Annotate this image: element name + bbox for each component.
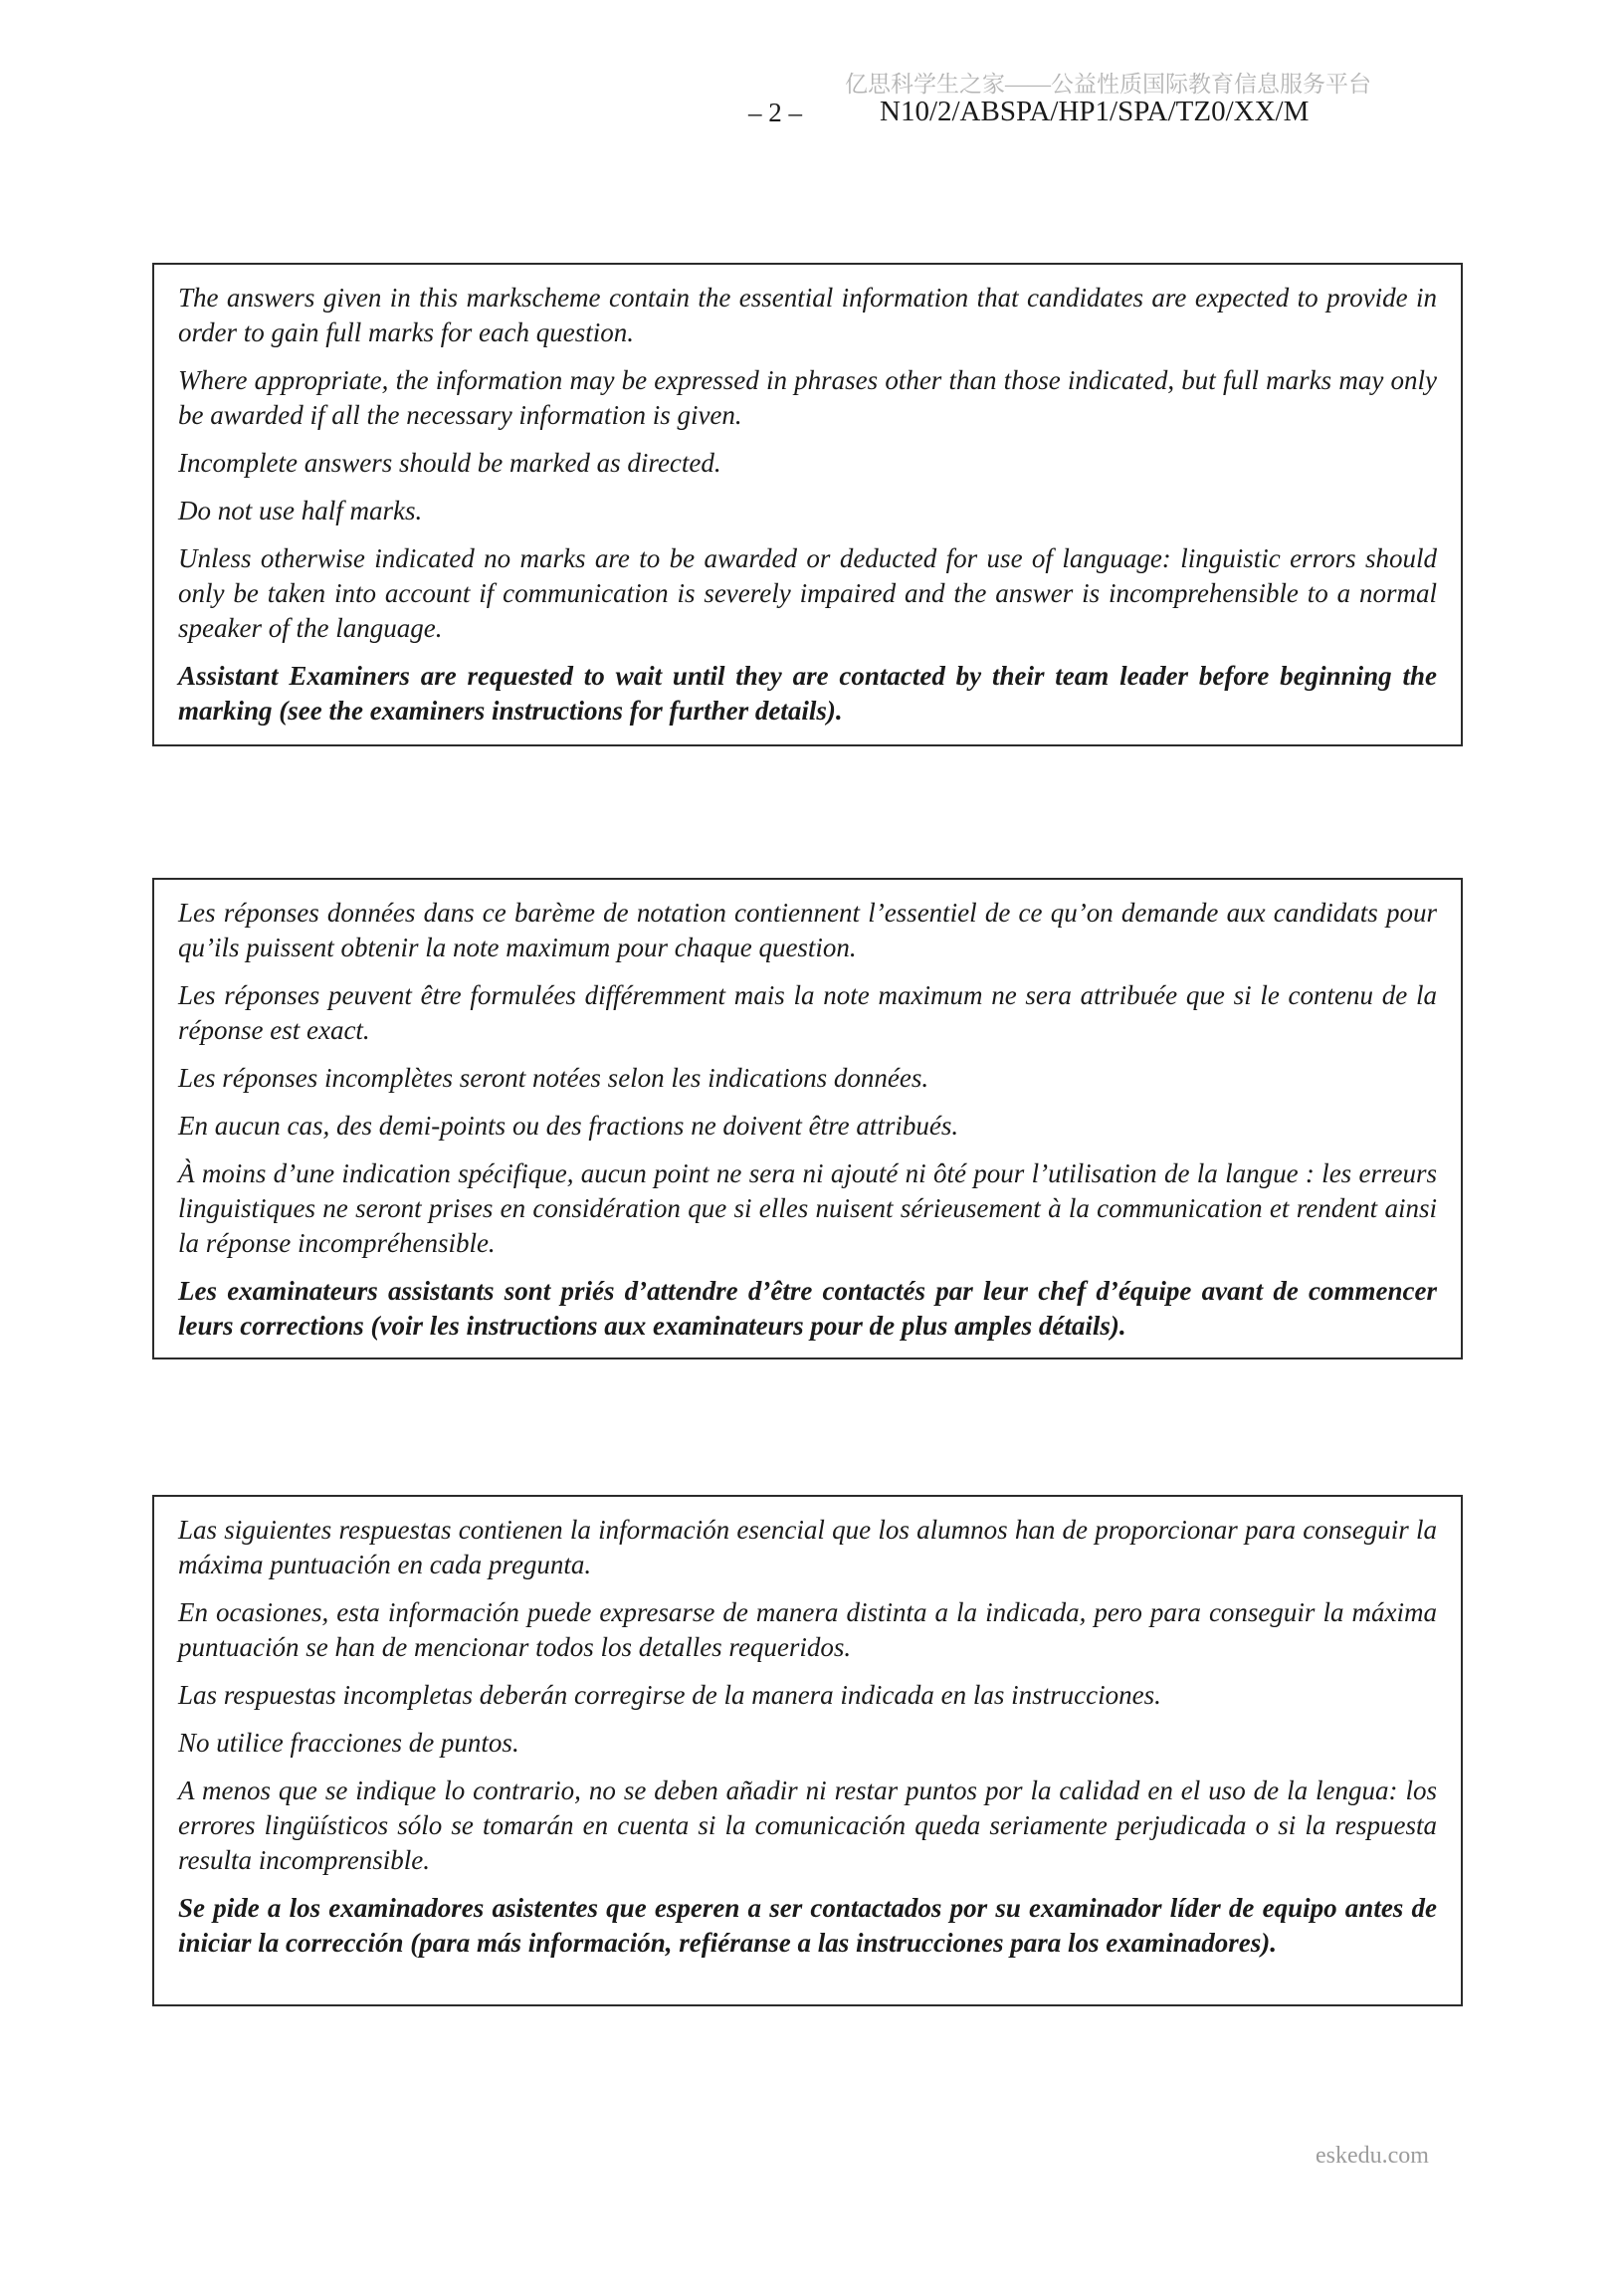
markscheme-notes-box-english bbox=[152, 263, 1463, 746]
french-paragraph-2: Les réponses peuvent être formulées différemment mais la note maximum ne sera attribuée que si le contenu de la réponse est exact. bbox=[178, 980, 1437, 1045]
paper-code: N10/2/ABSPA/HP1/SPA/TZ0/XX/M bbox=[880, 96, 1310, 127]
spanish-paragraph-1: Las siguientes respuestas contienen la información esencial que los alumnos han de proporcionar para conseguir la máxima puntuación en cada pregunta. bbox=[178, 1515, 1437, 1579]
english-paragraph-4: Do not use half marks. bbox=[178, 496, 423, 525]
english-paragraph-2: Where appropriate, the information may be expressed in phrases other than those indicated, but full marks may only be awarded if all the necessary information is given. bbox=[178, 365, 1437, 430]
french-paragraph-3: Les réponses incomplètes seront notées selon les indications données. bbox=[178, 1063, 929, 1093]
header-watermark-text: 亿思科学生之家——公益性质国际教育信息服务平台 bbox=[845, 72, 1371, 97]
spanish-paragraph-5: A menos que se indique lo contrario, no se deben añadir ni restar puntos por la calidad en el uso de la lengua: los errores lingüísticos sólo se tomarán en cuenta si la comunicación queda seriamente perjudicada o si la respuesta resulta incomprensible. bbox=[178, 1775, 1437, 1875]
spanish-bold-notice: Se pide a los examinadores asistentes que esperen a ser contactados por su examinador líder de equipo antes de iniciar la corrección (para más información, refiéranse a las instrucciones para los examinadores). bbox=[178, 1893, 1437, 1958]
spanish-paragraph-2: En ocasiones, esta información puede expresarse de manera distinta a la indicada, pero para conseguir la máxima puntuación se han de mencionar todos los detalles requeridos. bbox=[178, 1597, 1437, 1662]
french-paragraph-5: À moins d’une indication spécifique, aucun point ne sera ni ajouté ni ôté pour l’utilisation de la langue : les erreurs linguistiques ne seront prises en considération que si elles nuisent sérieusement à la communication et rendent ainsi la réponse incompréhensible. bbox=[178, 1158, 1437, 1258]
footer-site-watermark: eskedu.com bbox=[1316, 2143, 1429, 2169]
french-paragraph-4: En aucun cas, des demi-points ou des fractions ne doivent être attribués. bbox=[178, 1111, 959, 1141]
english-paragraph-5: Unless otherwise indicated no marks are to be awarded or deducted for use of language: linguistic errors should only be taken into account if communication is severely impaired and the answer is incomprehensible to a normal speaker of the language. bbox=[178, 543, 1437, 643]
markscheme-notes-box-french bbox=[152, 878, 1463, 1359]
french-paragraph-1: Les réponses données dans ce barème de notation contiennent l’essentiel de ce qu’on demande aux candidats pour qu’ils puissent obtenir la note maximum pour chaque question. bbox=[178, 898, 1437, 962]
english-paragraph-1: The answers given in this markscheme contain the essential information that candidates are expected to provide in order to gain full marks for each question. bbox=[178, 283, 1437, 347]
spanish-paragraph-4: No utilice fracciones de puntos. bbox=[178, 1728, 519, 1758]
spanish-paragraph-3: Las respuestas incompletas deberán corregirse de la manera indicada en las instrucciones. bbox=[178, 1680, 1161, 1710]
page-number: – 2 – bbox=[748, 98, 802, 127]
french-bold-notice: Les examinateurs assistants sont priés d’attendre d’être contactés par leur chef d’équipe avant de commencer leurs corrections (voir les instructions aux examinateurs pour de plus amples détails). bbox=[178, 1276, 1437, 1341]
markscheme-notes-box-spanish bbox=[152, 1495, 1463, 2006]
english-bold-notice: Assistant Examiners are requested to wait until they are contacted by their team leader before beginning the marking (see the examiners instructions for further details). bbox=[178, 661, 1437, 726]
english-paragraph-3: Incomplete answers should be marked as directed. bbox=[178, 448, 721, 478]
